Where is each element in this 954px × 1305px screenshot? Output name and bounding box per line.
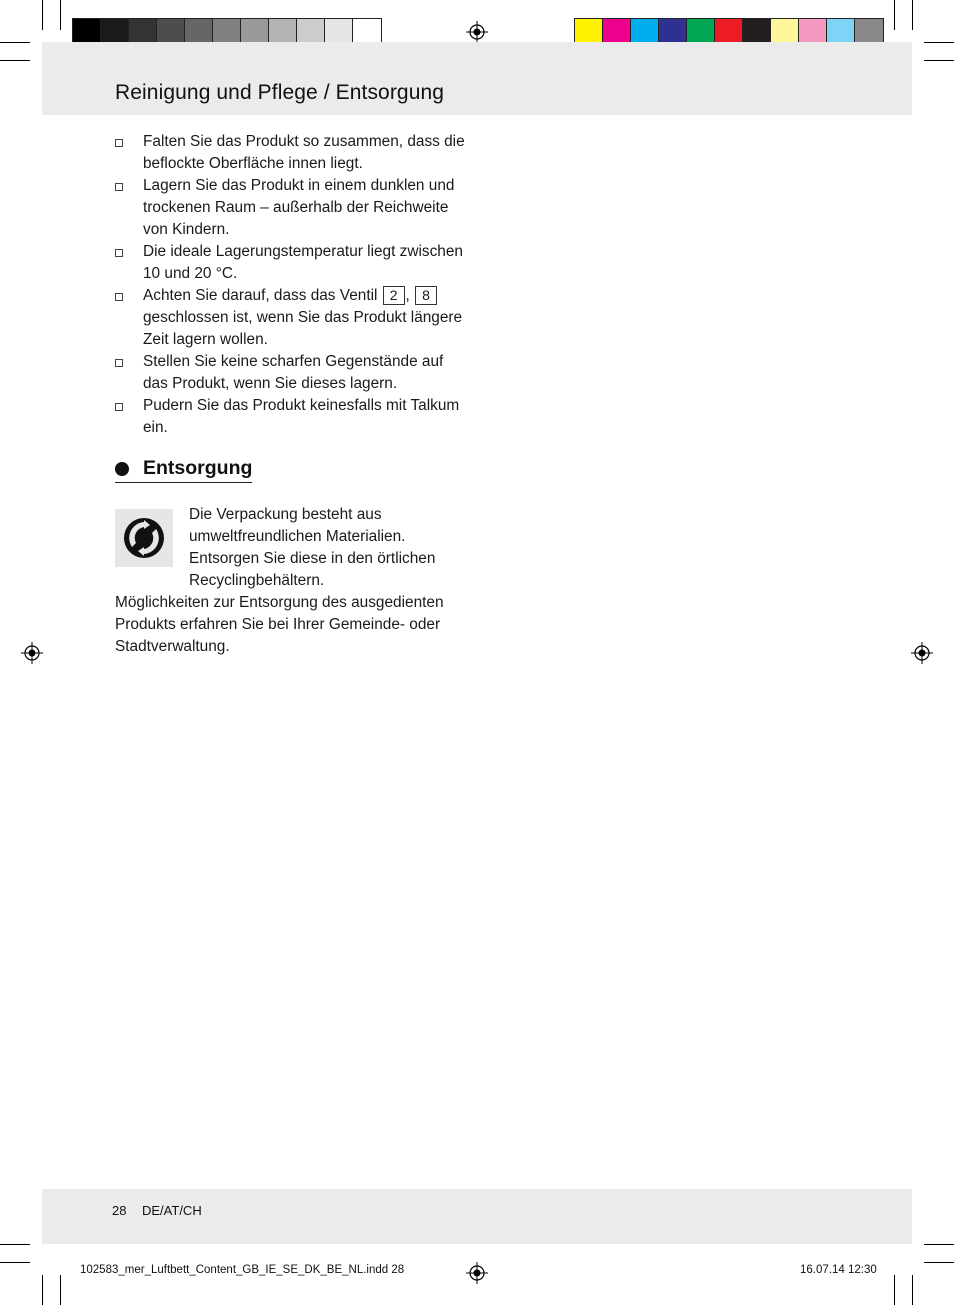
disposal-heading bbox=[115, 457, 252, 483]
crop-mark bbox=[0, 1244, 30, 1245]
list-item bbox=[115, 351, 470, 395]
care-tips-list bbox=[115, 131, 470, 439]
crop-mark bbox=[0, 60, 30, 61]
list-item-text: Lagern Sie das Produkt in einem dunklen und trockenen Raum – außerhalb der Reichweite von Kindern. bbox=[143, 177, 455, 238]
list-item-text: Falten Sie das Produkt so zusammen, dass die beflockte Oberfläche innen liegt. bbox=[143, 133, 465, 172]
checkbox-bullet-icon bbox=[115, 293, 123, 301]
crop-mark bbox=[912, 0, 913, 30]
part-reference-8: 8 bbox=[415, 286, 437, 305]
part-reference-2: 2 bbox=[383, 286, 405, 305]
crop-mark bbox=[924, 1244, 954, 1245]
slug-date: 16.07.14 12:30 bbox=[800, 1264, 877, 1276]
checkbox-bullet-icon bbox=[115, 183, 123, 191]
crop-mark bbox=[894, 0, 895, 30]
crop-mark bbox=[924, 60, 954, 61]
checkbox-bullet-icon bbox=[115, 403, 123, 411]
checkbox-bullet-icon bbox=[115, 249, 123, 257]
crop-mark bbox=[42, 1275, 43, 1305]
crop-mark bbox=[912, 1275, 913, 1305]
list-item bbox=[115, 285, 470, 351]
slug-file-name: 102583_mer_Luftbett_Content_GB_IE_SE_DK_BE_NL.indd 28 bbox=[80, 1264, 405, 1276]
crop-mark bbox=[0, 42, 30, 43]
care-tips-section bbox=[115, 131, 470, 439]
crop-mark bbox=[60, 0, 61, 30]
crop-mark bbox=[924, 42, 954, 43]
green-dot-recycling-icon bbox=[115, 509, 173, 567]
list-item bbox=[115, 395, 470, 439]
packaging-text: Die Verpackung besteht aus umweltfreundlichen Materialien. Entsorgen Sie diese in den örtlichen Recyclingbehältern. bbox=[189, 506, 436, 589]
registration-mark-icon bbox=[466, 21, 488, 43]
packaging-disposal bbox=[115, 504, 470, 592]
list-item-text-after: geschlossen ist, wenn Sie das Produkt längere Zeit lagern wollen. bbox=[143, 309, 463, 348]
registration-mark-icon bbox=[21, 642, 43, 664]
page-title: Reinigung und Pflege / Entsorgung bbox=[115, 81, 445, 104]
ref-separator: , bbox=[405, 287, 410, 304]
registration-mark-icon bbox=[911, 642, 933, 664]
crop-mark bbox=[60, 1275, 61, 1305]
list-item-text: Stellen Sie keine scharfen Gegenstände auf das Produkt, wenn Sie dieses lagern. bbox=[143, 353, 444, 392]
crop-mark bbox=[0, 1262, 30, 1263]
list-item bbox=[115, 175, 470, 241]
section-title: Entsorgung bbox=[143, 457, 253, 479]
crop-mark bbox=[894, 1275, 895, 1305]
product-disposal-text: Möglichkeiten zur Entsorgung des ausgedienten Produkts erfahren Sie bei Ihrer Gemeinde- oder Stadtverwaltung. bbox=[115, 594, 444, 655]
list-item bbox=[115, 241, 470, 285]
page-number: 28 bbox=[112, 1203, 127, 1218]
list-item-text-before: Achten Sie darauf, dass das Ventil bbox=[143, 287, 378, 304]
list-item bbox=[115, 131, 470, 175]
locale-label: DE/AT/CH bbox=[142, 1203, 202, 1218]
registration-mark-icon bbox=[466, 1262, 488, 1284]
crop-mark bbox=[42, 0, 43, 30]
checkbox-bullet-icon bbox=[115, 139, 123, 147]
bullet-dot-icon bbox=[115, 462, 129, 476]
list-item-text: Pudern Sie das Produkt keinesfalls mit Talkum ein. bbox=[143, 397, 460, 436]
checkbox-bullet-icon bbox=[115, 359, 123, 367]
list-item-text: Die ideale Lagerungstemperatur liegt zwischen 10 und 20 °C. bbox=[143, 243, 463, 282]
crop-mark bbox=[924, 1262, 954, 1263]
